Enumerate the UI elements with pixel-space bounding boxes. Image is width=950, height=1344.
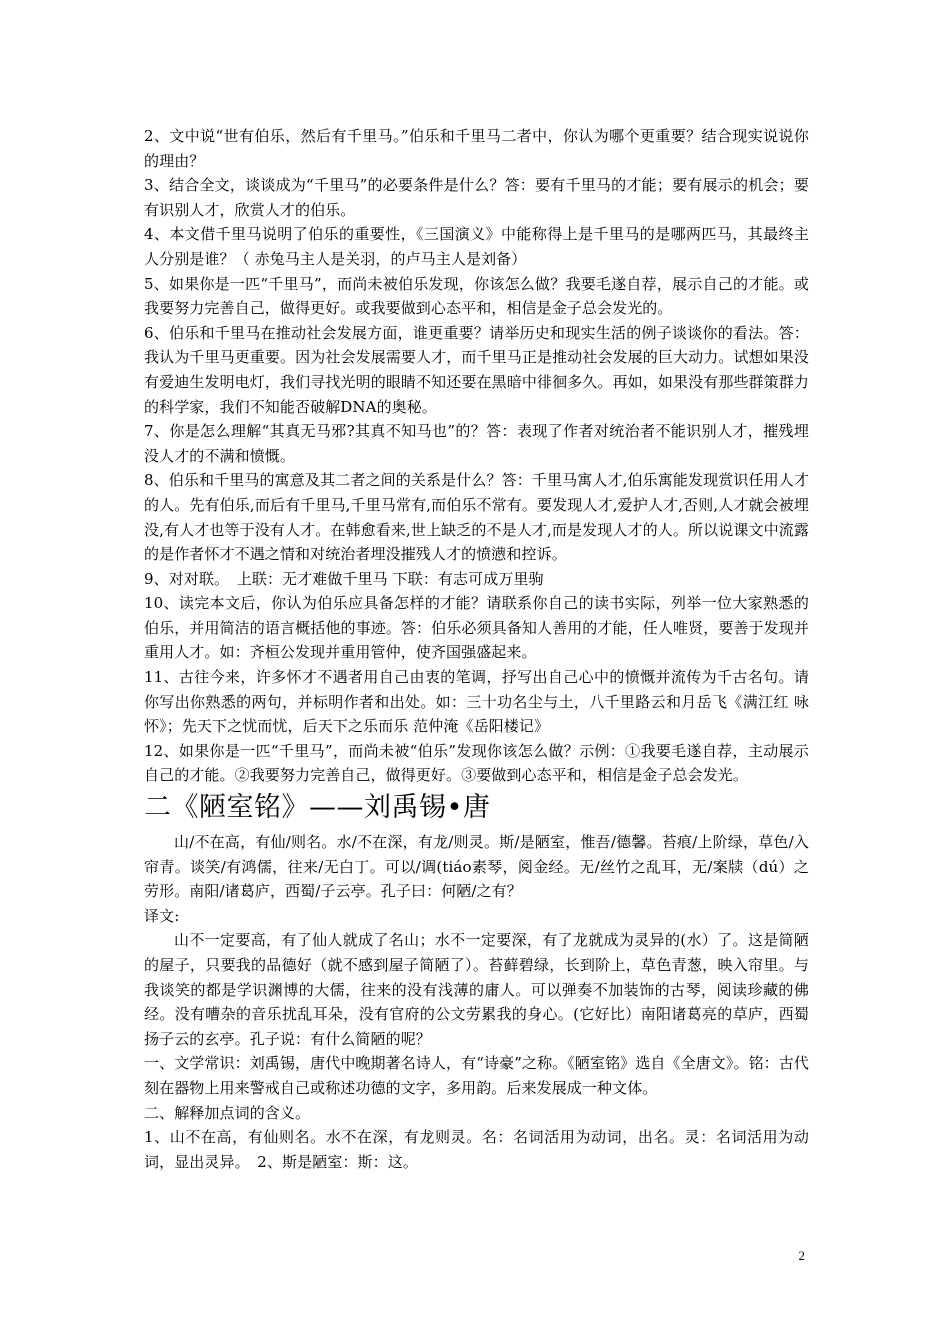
question-4: 4、本文借千里马说明了伯乐的重要性，《三国演义》中能称得上是千里马的是哪两匹马，其最终主人分别是谁？（ 赤兔马主人是关羽，的卢马主人是刘备） [144,225,809,268]
translation-label: 译文: [144,906,180,925]
question-7: 7、你是怎么理解“其真无马邪?其真不知马也”的？答：表现了作者对统治者不能识别人才，摧残埋没人才的不满和愤慨。 [144,422,809,465]
question-5: 5、如果你是一匹“千里马”，而尚未被伯乐发现，你该怎么做？我要毛遂自荐，展示自己的才能。或我要努力完善自己，做得更好。或我要做到心态平和，相信是金子总会发光的。 [144,274,809,318]
question-2: 2、文中说“世有伯乐，然后有千里马。”伯乐和千里马二者中，你认为哪个更重要？结合现实说说你的理由？ [144,127,809,170]
page-content [144,124,809,1174]
question-3: 3、结合全文，谈谈成为“千里马”的必要条件是什么？答：要有千里马的才能；要有展示的机会；要有识别人才，欣赏人才的伯乐。 [144,176,809,219]
original-text: 山/不在高，有仙/则名。水/不在深，有龙/则灵。斯/是陋室，惟吾/德馨。苔痕/上阶绿，草色/入帘青。谈笑/有鸿儒，往来/无白丁。可以/调(tiáo素琴，阅金经。无/丝竹之乱耳，无/案牍（dú）之劳形。南阳/诸葛庐，西蜀/子云亭。孔子曰：何陋/之有？ [144,833,809,901]
section-two-title: 二、解释加点词的含义。 [144,1103,311,1122]
section-heading: 二《陋室铭》——刘禹锡•唐 [144,792,491,824]
question-8: 8、伯乐和千里马的寓意及其二者之间的关系是什么？答：千里马寓人才,伯乐寓能发现赏识任用人才的人。先有伯乐,而后有千里马,千里马常有,而伯乐不常有。要发现人才,爱护人才,否则,人才就会被埋没,有人才也等于没有人才。在韩愈看来,世上缺乏的不是人才,而是发现人才的人。所以说课文中流露的是作者怀才不遇之情和对统治者埋没摧残人才的愤懑和控诉。 [144,471,809,564]
question-9: 9、对对联。 上联：无才难做千里马 下联：有志可成万里驹 [144,569,544,588]
page-number: 2 [798,1248,805,1263]
literary-knowledge: 一、文学常识：刘禹锡，唐代中晚期著名诗人，有“诗豪”之称。《陋室铭》选自《全唐文》。铭：古代刻在器物上用来警戒自己或称述功德的文字，多用韵。后来发展成一种文体。 [144,1054,809,1097]
question-12: 12、如果你是一匹“千里马”，而尚未被“伯乐”发现你该怎么做？示例：①我要毛遂自荐，主动展示自己的才能。②我要努力完善自己，做得更好。③要做到心态平和，相信是金子总会发光。 [144,741,809,785]
question-6: 6、伯乐和千里马在推动社会发展方面，谁更重要？请举历史和现实生活的例子谈谈你的看法。答：我认为千里马更重要。因为社会发展需要人才，而千里马正是推动社会发展的巨大动力。试想如果没有爱迪生发明电灯，我们寻找光明的眼睛不知还要在黑暗中徘徊多久。再如，如果没有那些群策群力的科学家，我们不知能否破解DNA的奥秘。 [144,323,809,416]
question-10: 10、读完本文后，你认为伯乐应具备怎样的才能？请联系你自己的读书实际，列举一位大家熟悉的伯乐，并用简洁的语言概括他的事迹。答：伯乐必须具备知人善用的才能，任人唯贤，要善于发现并重用人才。如：齐桓公发现并重用管仲，使齐国强盛起来。 [144,594,809,662]
question-11: 11、古往今来，许多怀才不遇者用自己由衷的笔调，抒写出自己心中的愤慨并流传为千古名句。请你写出你熟悉的两句，并标明作者和出处。如：三十功名尘与土，八千里路云和月岳飞《满江红 咏怀》；先天下之忧而忧，后天下之乐而乐 范仲淹《岳阳楼记》 [144,668,809,736]
explanation-1: 1、山不在高，有仙则名。水不在深，有龙则灵。名：名词活用为动词，出名。灵：名词活用为动词，显出灵异。 2、斯是陋室：斯：这。 [144,1128,809,1171]
translation-text: 山不一定要高，有了仙人就成了名山；水不一定要深，有了龙就成为灵异的(水）了。这是简陋的屋子，只要我的品德好（就不感到屋子简陋了）。苔藓碧绿，长到阶上，草色青葱，映入帘里。与我谈笑的都是学识渊博的大儒，往来的没有浅薄的庸人。可以弹奏不加装饰的古琴，阅读珍藏的佛经。没有嘈杂的音乐扰乱耳朵，没有官府的公文劳累我的身心。(它好比）南阳诸葛亮的草庐，西蜀扬子云的玄亭。孔子说：有什么简陋的呢？ [144,931,809,1048]
